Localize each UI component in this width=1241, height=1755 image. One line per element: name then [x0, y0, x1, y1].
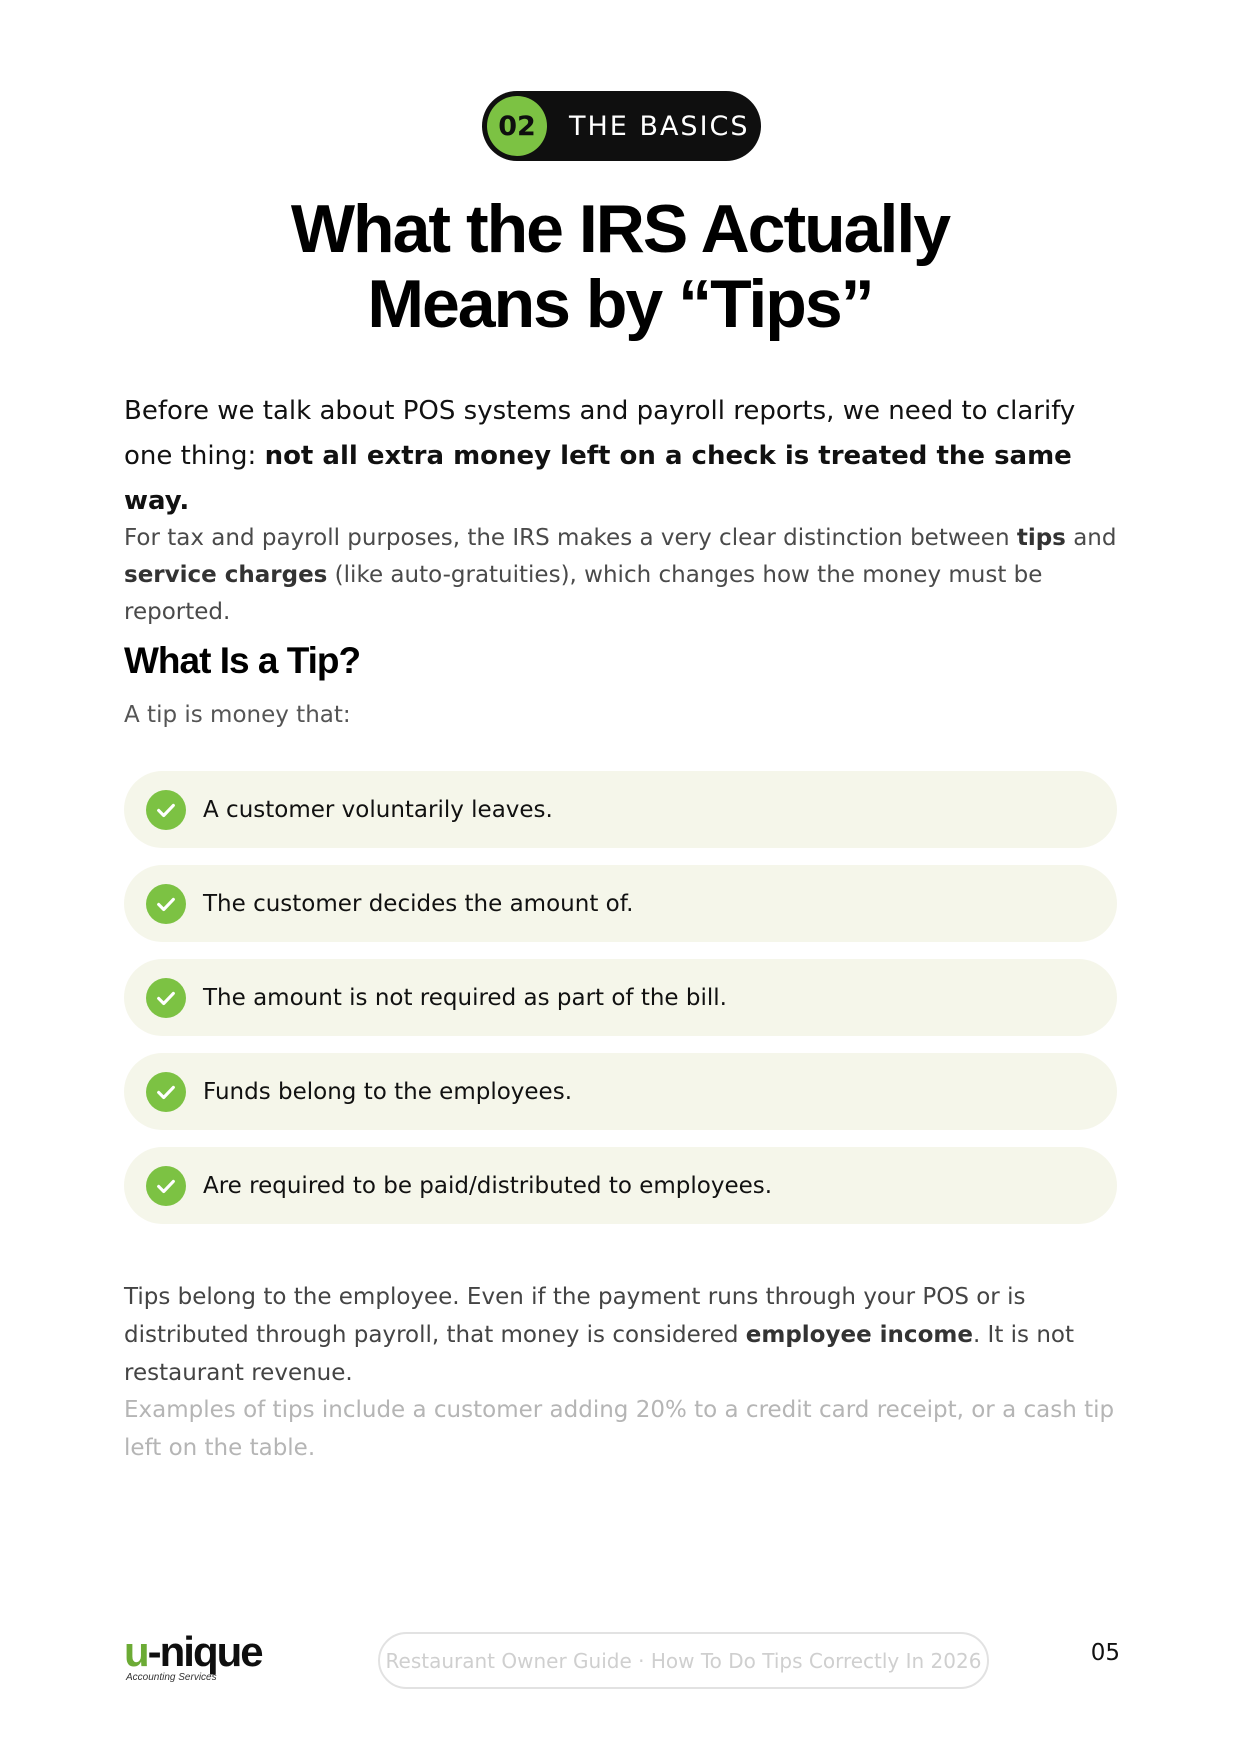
distinction-text-3: (like auto-gratuities), which changes how the money must be reported.: [124, 562, 1043, 625]
distinction-text-1: For tax and payroll purposes, the IRS makes a very clear distinction between: [124, 525, 1017, 551]
list-item: [124, 1147, 1117, 1224]
intro-paragraph: [124, 389, 1124, 524]
list-item: [124, 959, 1117, 1036]
section-badge: [482, 91, 761, 161]
logo-rest: -nique: [147, 1628, 262, 1675]
tip-criteria-list: [124, 771, 1117, 1241]
list-item-text: The customer decides the amount of.: [203, 890, 634, 917]
term-employee-income: employee income: [745, 1322, 973, 1348]
check-circle-icon: [146, 884, 186, 924]
examples-paragraph: Examples of tips include a customer adding 20% to a credit card receipt, or a cash tip left on the table.: [124, 1397, 1115, 1461]
distinction-text-2: and: [1065, 525, 1117, 551]
distinction-paragraph: [124, 520, 1124, 631]
check-circle-icon: [146, 1166, 186, 1206]
list-item-text: Are required to be paid/distributed to employees.: [203, 1172, 773, 1199]
logo-letter-u: u: [124, 1628, 148, 1675]
section-lead: A tip is money that:: [124, 702, 351, 728]
page-title-line-1: What the IRS Actually: [290, 191, 950, 267]
check-circle-icon: [146, 978, 186, 1018]
check-circle-icon: [146, 790, 186, 830]
term-service-charges: service charges: [124, 562, 328, 588]
ownership-paragraph: [124, 1278, 1124, 1392]
term-tips: tips: [1016, 525, 1066, 551]
list-item: [124, 771, 1117, 848]
list-item: [124, 1053, 1117, 1130]
list-item: [124, 865, 1117, 942]
intro-text: Before we talk about POS systems and payroll reports, we need to clarify one thing:: [124, 396, 1076, 471]
logo-wordmark: [124, 1628, 284, 1675]
guide-label: Restaurant Owner Guide · How To Do Tips Correctly In 2026: [378, 1632, 989, 1689]
section-label: THE BASICS: [569, 110, 750, 142]
page-title: [120, 192, 1120, 342]
ownership-text-1: Tips belong to the employee. Even if the payment runs through your POS or is distributed through payroll, that money is considered: [124, 1284, 1026, 1348]
check-circle-icon: [146, 1072, 186, 1112]
page-number: 05: [1090, 1640, 1120, 1666]
section-heading: What Is a Tip?: [124, 640, 361, 681]
logo-subtitle: Accounting Services: [126, 1672, 217, 1683]
list-item-text: Funds belong to the employees.: [203, 1078, 572, 1105]
ownership-text-2: . It is not restaurant revenue.: [124, 1322, 1075, 1386]
list-item-text: A customer voluntarily leaves.: [203, 796, 553, 823]
company-logo: [124, 1628, 284, 1683]
page-title-line-2: Means by “Tips”: [367, 266, 873, 342]
intro-emphasis: not all extra money left on a check is treated the same way.: [124, 441, 1072, 516]
list-item-text: The amount is not required as part of the bill.: [203, 984, 727, 1011]
section-number: 02: [487, 96, 547, 156]
